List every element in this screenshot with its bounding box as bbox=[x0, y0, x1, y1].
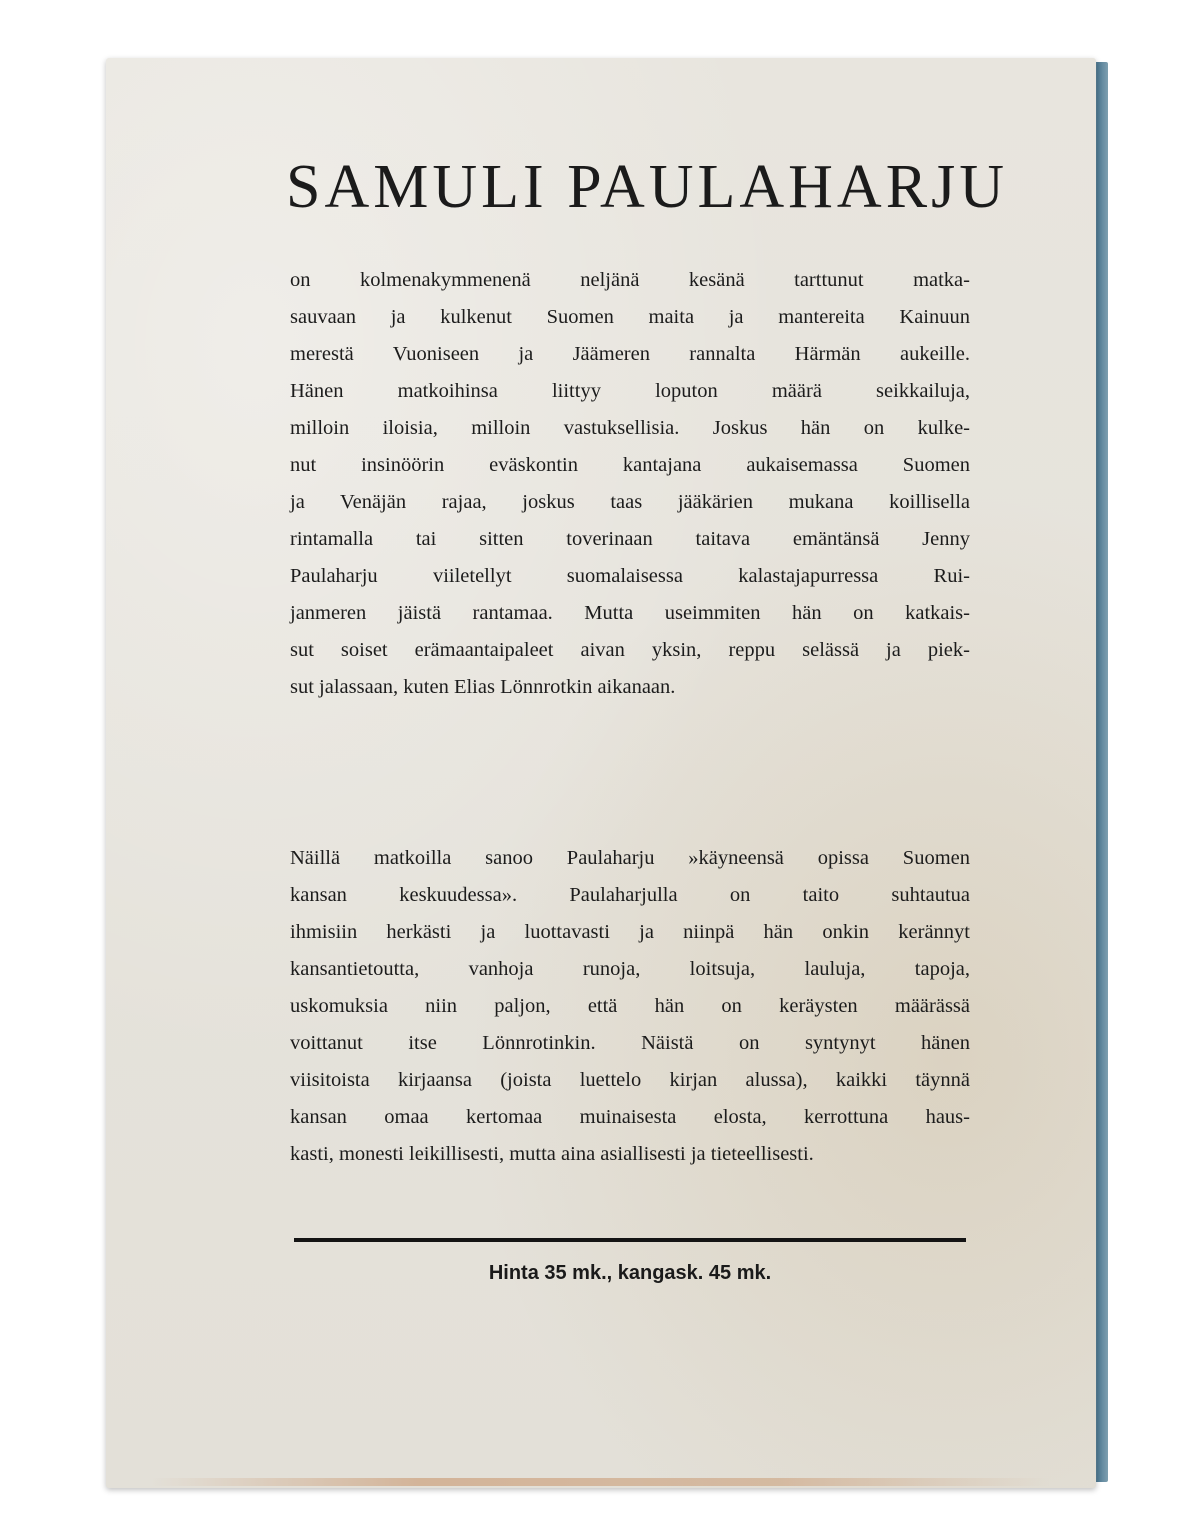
author-title: SAMULI PAULAHARJU bbox=[286, 153, 1008, 221]
text-line: kansantietoutta, vanhoja runoja, loitsuja, lauluja, tapoja, bbox=[290, 958, 970, 980]
text-line: kansan omaa kertomaa muinaisesta elosta, kerrottuna haus- bbox=[290, 1106, 970, 1128]
text-line: ja Venäjän rajaa, joskus taas jääkärien mukana koillisella bbox=[290, 491, 970, 513]
text-line: sut jalassaan, kuten Elias Lönnrotkin aikanaan. bbox=[290, 676, 676, 698]
text-line: kansan keskuudessa». Paulaharjulla on taito suhtautua bbox=[290, 884, 970, 906]
cover-bottom-edge bbox=[150, 1478, 1050, 1486]
text-line: milloin iloisia, milloin vastuksellisia. Joskus hän on kulke- bbox=[290, 417, 970, 439]
text-line: nut insinöörin eväskontin kantajana aukaisemassa Suomen bbox=[290, 454, 970, 476]
text-line: on kolmenakymmenenä neljänä kesänä tarttunut matka- bbox=[290, 269, 970, 291]
text-line: viisitoista kirjaansa (joista luettelo kirjan alussa), kaikki täynnä bbox=[290, 1069, 970, 1091]
text-line: rintamalla tai sitten toverinaan taitava emäntänsä Jenny bbox=[290, 528, 970, 550]
text-line: sauvaan ja kulkenut Suomen maita ja mantereita Kainuun bbox=[290, 306, 970, 328]
text-line: kasti, monesti leikillisesti, mutta aina asiallisesti ja tieteellisesti. bbox=[290, 1143, 814, 1165]
text-line: sut soiset erämaantaipaleet aivan yksin, reppu selässä ja piek- bbox=[290, 639, 970, 661]
text-line: Näillä matkoilla sanoo Paulaharju »käyneensä opissa Suomen bbox=[290, 847, 970, 869]
text-line: janmeren jäistä rantamaa. Mutta useimmiten hän on katkais- bbox=[290, 602, 970, 624]
text-line: uskomuksia niin paljon, että hän on keräysten määrässä bbox=[290, 995, 970, 1017]
text-line: voittanut itse Lönnrotinkin. Näistä on syntynyt hänen bbox=[290, 1032, 970, 1054]
text-line: ihmisiin herkästi ja luottavasti ja niinpä hän onkin kerännyt bbox=[290, 921, 970, 943]
price-line: Hinta 35 mk., kangask. 45 mk. bbox=[488, 1262, 772, 1284]
text-line: Hänen matkoihinsa liittyy loputon määrä seikkailuja, bbox=[290, 380, 970, 402]
paragraph-2 bbox=[290, 840, 970, 1173]
text-line: merestä Vuoniseen ja Jäämeren rannalta Härmän aukeille. bbox=[290, 343, 970, 365]
horizontal-rule bbox=[294, 1238, 966, 1242]
paragraph-1 bbox=[290, 262, 970, 706]
text-line: Paulaharju viiletellyt suomalaisessa kalastajapurressa Rui- bbox=[290, 565, 970, 587]
